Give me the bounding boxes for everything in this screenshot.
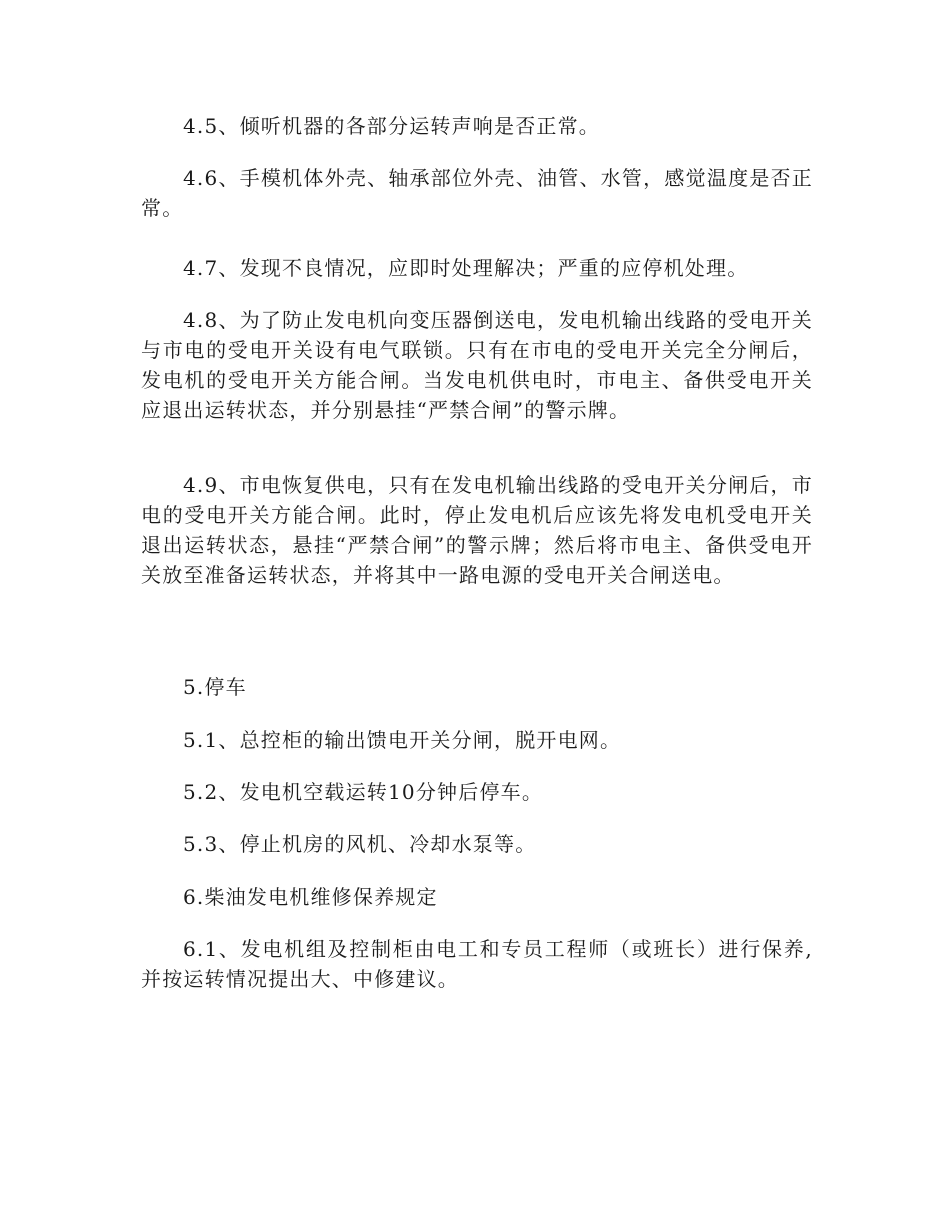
section-heading-5: 5.停车 — [183, 675, 247, 699]
paragraph-5-2: 5.2、发电机空载运转10分钟后停车。 — [183, 780, 544, 804]
paragraph-4-7: 4.7、发现不良情况，应即时处理解决；严重的应停机处理。 — [183, 256, 749, 280]
paragraph-4-6: 4.6、手模机体外壳、轴承部位外壳、油管、水管，感觉温度是否正常。 — [141, 166, 813, 220]
paragraph-4-8: 4.8、为了防止发电机向变压器倒送电，发电机输出线路的受电开关与市电的受电开关设有电气联锁。只有在市电的受电开关完全分闸后，发电机的受电开关方能合闸。当发电机供电时，市电主、备供受电开关应退出运转状态，并分别悬挂“严禁合闸”的警示牌。 — [141, 308, 813, 422]
paragraph-5-3: 5.3、停止机房的风机、冷却水泵等。 — [183, 832, 537, 856]
paragraph-4-5: 4.5、倾听机器的各部分运转声响是否正常。 — [183, 114, 601, 138]
section-heading-6: 6.柴油发电机维修保养规定 — [183, 885, 438, 909]
paragraph-6-1: 6.1、发电机组及控制柜由电工和专员工程师（或班长）进行保养,并按运转情况提出大、中修建议。 — [141, 937, 813, 991]
paragraph-4-9: 4.9、市电恢复供电，只有在发电机输出线路的受电开关分闸后，市电的受电开关方能合闸。此时，停止发电机后应该先将发电机受电开关退出运转状态，悬挂“严禁合闸”的警示牌；然后将市电主、备供受电开关放至准备运转状态，并将其中一路电源的受电开关合闸送电。 — [141, 473, 813, 587]
paragraph-5-1: 5.1、总控柜的输出馈电开关分闸，脱开电网。 — [183, 728, 622, 752]
